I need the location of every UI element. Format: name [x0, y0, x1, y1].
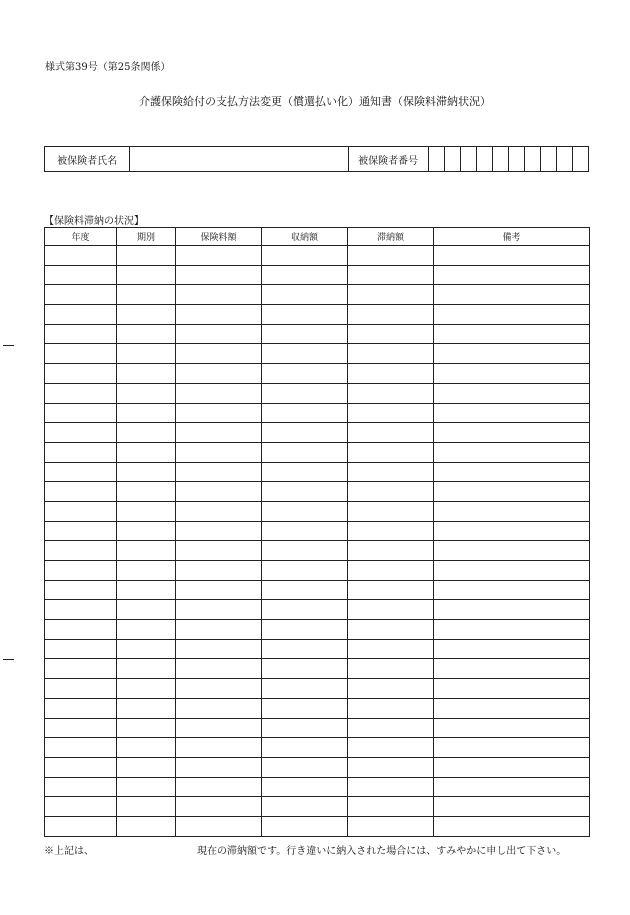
cell-remarks[interactable] [434, 383, 590, 403]
cell-fiscal-year[interactable] [45, 423, 117, 443]
table-row [45, 777, 590, 797]
cell-period[interactable] [117, 600, 176, 620]
cell-arrears-amount[interactable] [348, 620, 434, 640]
cell-paid-amount[interactable] [262, 423, 348, 443]
cell-premium-amount[interactable] [176, 777, 262, 797]
cell-paid-amount[interactable] [262, 324, 348, 344]
cell-fiscal-year[interactable] [45, 620, 117, 640]
table-row [45, 659, 590, 679]
table-row [45, 442, 590, 462]
cell-arrears-amount[interactable] [348, 521, 434, 541]
cell-premium-amount[interactable] [176, 482, 262, 502]
cell-premium-amount[interactable] [176, 639, 262, 659]
cell-remarks[interactable] [434, 718, 590, 738]
cell-arrears-amount[interactable] [348, 442, 434, 462]
cell-remarks[interactable] [434, 265, 590, 285]
cell-premium-amount[interactable] [176, 698, 262, 718]
cell-remarks[interactable] [434, 580, 590, 600]
cell-premium-amount[interactable] [176, 521, 262, 541]
cell-remarks[interactable] [434, 423, 590, 443]
form-code: 様式第39号（第25条関係） [45, 62, 171, 73]
cell-arrears-amount[interactable] [348, 246, 434, 266]
cell-period[interactable] [117, 738, 176, 758]
table-row [45, 757, 590, 777]
cell-paid-amount[interactable] [262, 679, 348, 699]
cell-paid-amount[interactable] [262, 738, 348, 758]
arrears-table [44, 227, 590, 837]
cell-fiscal-year[interactable] [45, 718, 117, 738]
table-row [45, 344, 590, 364]
cell-premium-amount[interactable] [176, 442, 262, 462]
cell-paid-amount[interactable] [262, 639, 348, 659]
insured-number-digit-box[interactable] [492, 147, 508, 172]
table-row [45, 718, 590, 738]
insured-info-table [44, 146, 589, 172]
footnote-prefix: ※上記は、 [44, 846, 94, 857]
cell-period[interactable] [117, 679, 176, 699]
cell-remarks[interactable] [434, 482, 590, 502]
table-row [45, 738, 590, 758]
cell-remarks[interactable] [434, 738, 590, 758]
section-title: 【保険料滞納の状況】 [44, 216, 144, 227]
header-premium-amount: 保険料額 [176, 228, 262, 246]
cell-premium-amount[interactable] [176, 246, 262, 266]
table-row [45, 501, 590, 521]
cell-period[interactable] [117, 757, 176, 777]
cell-fiscal-year[interactable] [45, 246, 117, 266]
cell-period[interactable] [117, 265, 176, 285]
cell-premium-amount[interactable] [176, 344, 262, 364]
cell-period[interactable] [117, 442, 176, 462]
cell-arrears-amount[interactable] [348, 580, 434, 600]
cell-period[interactable] [117, 285, 176, 305]
punch-mark-top [3, 345, 14, 346]
cell-remarks[interactable] [434, 305, 590, 325]
cell-paid-amount[interactable] [262, 659, 348, 679]
table-row [45, 639, 590, 659]
table-row [45, 462, 590, 482]
header-paid-amount: 収納額 [262, 228, 348, 246]
table-row [45, 403, 590, 423]
cell-fiscal-year[interactable] [45, 659, 117, 679]
cell-arrears-amount[interactable] [348, 482, 434, 502]
cell-paid-amount[interactable] [262, 383, 348, 403]
insured-number-label: 被保険者番号 [348, 147, 428, 172]
cell-premium-amount[interactable] [176, 679, 262, 699]
cell-remarks[interactable] [434, 541, 590, 561]
cell-arrears-amount[interactable] [348, 324, 434, 344]
cell-period[interactable] [117, 639, 176, 659]
cell-remarks[interactable] [434, 285, 590, 305]
cell-remarks[interactable] [434, 620, 590, 640]
table-row [45, 698, 590, 718]
cell-remarks[interactable] [434, 442, 590, 462]
cell-remarks[interactable] [434, 521, 590, 541]
table-row [45, 324, 590, 344]
cell-premium-amount[interactable] [176, 324, 262, 344]
cell-remarks[interactable] [434, 659, 590, 679]
cell-period[interactable] [117, 521, 176, 541]
cell-remarks[interactable] [434, 757, 590, 777]
cell-period[interactable] [117, 423, 176, 443]
cell-fiscal-year[interactable] [45, 541, 117, 561]
table-row [45, 383, 590, 403]
insured-name-field[interactable] [130, 147, 348, 172]
cell-period[interactable] [117, 246, 176, 266]
cell-paid-amount[interactable] [262, 246, 348, 266]
punch-mark-bottom [3, 659, 14, 660]
table-row [45, 620, 590, 640]
cell-remarks[interactable] [434, 246, 590, 266]
cell-paid-amount[interactable] [262, 521, 348, 541]
cell-paid-amount[interactable] [262, 344, 348, 364]
cell-arrears-amount[interactable] [348, 265, 434, 285]
cell-premium-amount[interactable] [176, 659, 262, 679]
cell-premium-amount[interactable] [176, 383, 262, 403]
cell-premium-amount[interactable] [176, 541, 262, 561]
cell-remarks[interactable] [434, 364, 590, 384]
cell-paid-amount[interactable] [262, 620, 348, 640]
cell-fiscal-year[interactable] [45, 757, 117, 777]
cell-arrears-amount[interactable] [348, 600, 434, 620]
cell-paid-amount[interactable] [262, 718, 348, 738]
cell-premium-amount[interactable] [176, 718, 262, 738]
cell-remarks[interactable] [434, 797, 590, 817]
table-row [45, 816, 590, 836]
cell-fiscal-year[interactable] [45, 816, 117, 836]
cell-fiscal-year[interactable] [45, 383, 117, 403]
cell-arrears-amount[interactable] [348, 423, 434, 443]
cell-fiscal-year[interactable] [45, 482, 117, 502]
table-row [45, 246, 590, 266]
cell-period[interactable] [117, 324, 176, 344]
cell-period[interactable] [117, 344, 176, 364]
cell-period[interactable] [117, 541, 176, 561]
cell-arrears-amount[interactable] [348, 679, 434, 699]
cell-remarks[interactable] [434, 698, 590, 718]
cell-paid-amount[interactable] [262, 482, 348, 502]
cell-arrears-amount[interactable] [348, 305, 434, 325]
cell-remarks[interactable] [434, 816, 590, 836]
header-arrears-amount: 滞納額 [348, 228, 434, 246]
cell-period[interactable] [117, 580, 176, 600]
table-row [45, 265, 590, 285]
cell-paid-amount[interactable] [262, 403, 348, 423]
cell-period[interactable] [117, 718, 176, 738]
cell-paid-amount[interactable] [262, 600, 348, 620]
cell-fiscal-year[interactable] [45, 738, 117, 758]
cell-paid-amount[interactable] [262, 462, 348, 482]
cell-premium-amount[interactable] [176, 265, 262, 285]
cell-paid-amount[interactable] [262, 265, 348, 285]
cell-arrears-amount[interactable] [348, 659, 434, 679]
cell-remarks[interactable] [434, 679, 590, 699]
cell-period[interactable] [117, 777, 176, 797]
cell-premium-amount[interactable] [176, 600, 262, 620]
cell-arrears-amount[interactable] [348, 698, 434, 718]
cell-period[interactable] [117, 501, 176, 521]
cell-remarks[interactable] [434, 324, 590, 344]
cell-remarks[interactable] [434, 462, 590, 482]
cell-premium-amount[interactable] [176, 738, 262, 758]
table-row [45, 580, 590, 600]
cell-fiscal-year[interactable] [45, 403, 117, 423]
cell-arrears-amount[interactable] [348, 561, 434, 581]
insured-number-digit-box[interactable] [444, 147, 460, 172]
header-fiscal-year: 年度 [45, 228, 117, 246]
cell-fiscal-year[interactable] [45, 797, 117, 817]
cell-premium-amount[interactable] [176, 501, 262, 521]
table-row [45, 423, 590, 443]
cell-period[interactable] [117, 797, 176, 817]
cell-paid-amount[interactable] [262, 501, 348, 521]
cell-arrears-amount[interactable] [348, 541, 434, 561]
cell-remarks[interactable] [434, 600, 590, 620]
cell-arrears-amount[interactable] [348, 816, 434, 836]
insured-number-digit-box[interactable] [540, 147, 556, 172]
cell-fiscal-year[interactable] [45, 580, 117, 600]
cell-paid-amount[interactable] [262, 364, 348, 384]
cell-fiscal-year[interactable] [45, 679, 117, 699]
cell-premium-amount[interactable] [176, 423, 262, 443]
cell-remarks[interactable] [434, 403, 590, 423]
table-header-row [45, 228, 590, 246]
footnote-text: 現在の滞納額です。行き違いに納入された場合には、すみやかに申し出て下さい。 [197, 846, 567, 857]
cell-arrears-amount[interactable] [348, 285, 434, 305]
table-row [45, 482, 590, 502]
table-row [45, 285, 590, 305]
table-row [45, 521, 590, 541]
cell-paid-amount[interactable] [262, 797, 348, 817]
cell-fiscal-year[interactable] [45, 285, 117, 305]
cell-paid-amount[interactable] [262, 305, 348, 325]
cell-arrears-amount[interactable] [348, 639, 434, 659]
cell-period[interactable] [117, 462, 176, 482]
cell-paid-amount[interactable] [262, 816, 348, 836]
cell-period[interactable] [117, 403, 176, 423]
cell-remarks[interactable] [434, 561, 590, 581]
header-period: 期別 [117, 228, 176, 246]
cell-remarks[interactable] [434, 501, 590, 521]
cell-fiscal-year[interactable] [45, 501, 117, 521]
cell-paid-amount[interactable] [262, 541, 348, 561]
cell-period[interactable] [117, 305, 176, 325]
cell-period[interactable] [117, 561, 176, 581]
cell-period[interactable] [117, 698, 176, 718]
insured-number-digit-box[interactable] [460, 147, 476, 172]
cell-paid-amount[interactable] [262, 285, 348, 305]
table-row [45, 600, 590, 620]
cell-period[interactable] [117, 364, 176, 384]
table-row [45, 561, 590, 581]
cell-arrears-amount[interactable] [348, 501, 434, 521]
cell-paid-amount[interactable] [262, 757, 348, 777]
cell-fiscal-year[interactable] [45, 561, 117, 581]
cell-arrears-amount[interactable] [348, 738, 434, 758]
cell-period[interactable] [117, 383, 176, 403]
cell-fiscal-year[interactable] [45, 442, 117, 462]
cell-paid-amount[interactable] [262, 698, 348, 718]
cell-arrears-amount[interactable] [348, 462, 434, 482]
cell-arrears-amount[interactable] [348, 383, 434, 403]
cell-paid-amount[interactable] [262, 580, 348, 600]
insured-number-digit-box[interactable] [428, 147, 444, 172]
header-remarks: 備考 [434, 228, 590, 246]
cell-arrears-amount[interactable] [348, 777, 434, 797]
cell-premium-amount[interactable] [176, 561, 262, 581]
cell-premium-amount[interactable] [176, 816, 262, 836]
cell-arrears-amount[interactable] [348, 718, 434, 738]
insured-number-digit-box[interactable] [556, 147, 572, 172]
cell-fiscal-year[interactable] [45, 364, 117, 384]
insured-number-digit-box[interactable] [524, 147, 540, 172]
cell-premium-amount[interactable] [176, 797, 262, 817]
cell-remarks[interactable] [434, 344, 590, 364]
page-title: 介護保険給付の支払方法変更（償還払い化）通知書（保険料滞納状況） [139, 95, 491, 108]
insured-number-digit-box[interactable] [476, 147, 492, 172]
cell-remarks[interactable] [434, 777, 590, 797]
cell-arrears-amount[interactable] [348, 364, 434, 384]
cell-premium-amount[interactable] [176, 403, 262, 423]
cell-fiscal-year[interactable] [45, 777, 117, 797]
cell-fiscal-year[interactable] [45, 600, 117, 620]
insured-number-digit-box[interactable] [508, 147, 524, 172]
cell-arrears-amount[interactable] [348, 757, 434, 777]
cell-fiscal-year[interactable] [45, 344, 117, 364]
cell-fiscal-year[interactable] [45, 462, 117, 482]
cell-premium-amount[interactable] [176, 757, 262, 777]
cell-fiscal-year[interactable] [45, 324, 117, 344]
cell-paid-amount[interactable] [262, 777, 348, 797]
cell-fiscal-year[interactable] [45, 639, 117, 659]
cell-premium-amount[interactable] [176, 305, 262, 325]
table-row [45, 541, 590, 561]
cell-arrears-amount[interactable] [348, 403, 434, 423]
cell-premium-amount[interactable] [176, 580, 262, 600]
cell-period[interactable] [117, 482, 176, 502]
cell-paid-amount[interactable] [262, 442, 348, 462]
insured-number-digit-box[interactable] [572, 147, 588, 172]
table-row [45, 797, 590, 817]
cell-arrears-amount[interactable] [348, 797, 434, 817]
cell-period[interactable] [117, 816, 176, 836]
cell-fiscal-year[interactable] [45, 265, 117, 285]
cell-premium-amount[interactable] [176, 620, 262, 640]
cell-period[interactable] [117, 659, 176, 679]
cell-premium-amount[interactable] [176, 364, 262, 384]
cell-paid-amount[interactable] [262, 561, 348, 581]
table-row [45, 305, 590, 325]
cell-arrears-amount[interactable] [348, 344, 434, 364]
cell-premium-amount[interactable] [176, 462, 262, 482]
cell-fiscal-year[interactable] [45, 521, 117, 541]
cell-period[interactable] [117, 620, 176, 640]
cell-fiscal-year[interactable] [45, 305, 117, 325]
insured-name-label: 被保険者氏名 [45, 147, 130, 172]
cell-fiscal-year[interactable] [45, 698, 117, 718]
table-row [45, 364, 590, 384]
table-row [45, 679, 590, 699]
cell-premium-amount[interactable] [176, 285, 262, 305]
cell-remarks[interactable] [434, 639, 590, 659]
